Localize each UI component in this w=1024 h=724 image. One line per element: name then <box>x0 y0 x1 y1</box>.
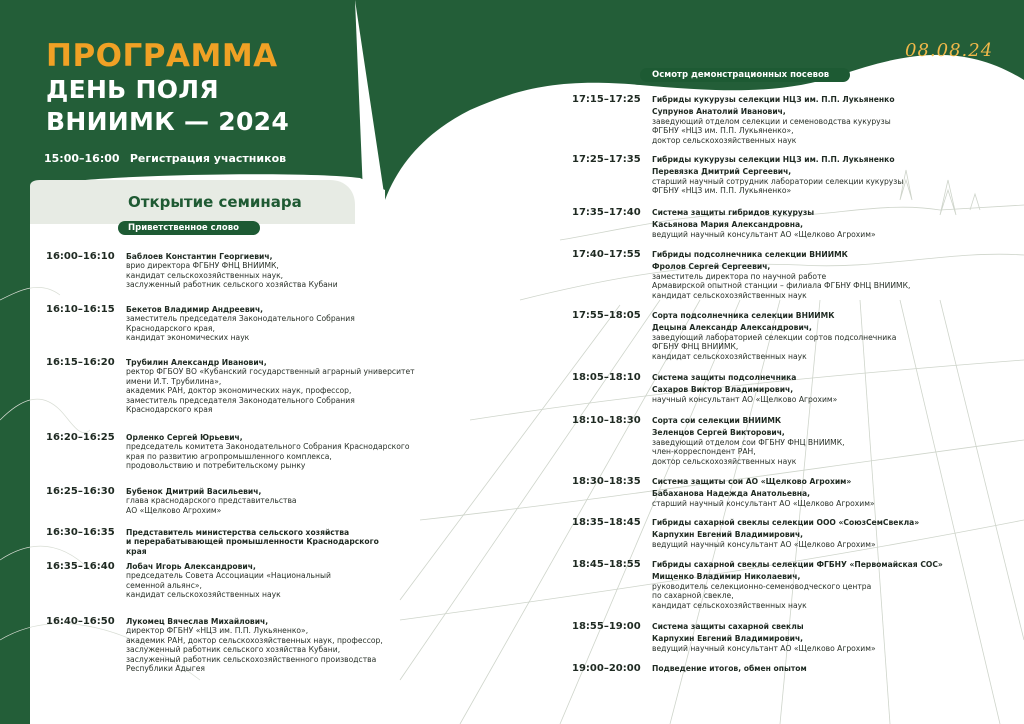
speaker-role: Краснодарского края <box>126 405 213 415</box>
speaker-role: заведующий отделом сои ФГБНУ ФНЦ ВНИИМК, <box>652 437 845 447</box>
entry-body <box>652 311 1012 361</box>
speaker-name: Децына Александр Александрович, <box>652 323 812 333</box>
speaker-role: заведующий отделом селекции и семеноводства кукурузы <box>652 116 891 126</box>
speaker-role: Краснодарского края, <box>126 323 215 333</box>
speaker-role: заместитель директора по научной работе <box>652 271 827 281</box>
speaker-role: член-корреспондент РАН, <box>652 447 756 457</box>
entry-time: 16:20–16:25 <box>46 432 115 443</box>
speaker-role: научный консультант АО «Щелково Агрохим» <box>652 394 838 404</box>
speaker-name: и перерабатывающей промышленности Краснодарского края <box>126 537 379 556</box>
page-subtitle-line2: ВНИИМК — 2024 <box>46 107 290 136</box>
speaker-role: руководитель селекционно-семеноводческого центра <box>652 581 872 591</box>
speaker-name: Бубенок Дмитрий Васильевич, <box>126 487 262 496</box>
entry-time: 16:40–16:50 <box>46 616 115 627</box>
entry-time: 17:35–17:40 <box>572 207 641 218</box>
entry-time: 16:25–16:30 <box>46 486 115 497</box>
entry-body <box>126 433 410 471</box>
speaker-role: ректор ФГБОУ ВО «Кубанский государственный аграрный университет <box>126 367 415 377</box>
demo-pill: Осмотр демонстрационных посевов <box>640 68 850 82</box>
speaker-role: старший научный сотрудник лаборатории селекции кукурузы <box>652 176 904 186</box>
speaker-name: Баблоев Константин Георгиевич, <box>126 252 273 261</box>
entry-body <box>652 477 1012 508</box>
speaker-name: Мищенко Владимир Николаевич, <box>652 572 801 582</box>
speaker-name: Лукомец Вячеслав Михайлович, <box>126 617 269 626</box>
speaker-role: ведущий научный консультант АО «Щелково Агрохим» <box>652 229 876 239</box>
speaker-role: доктор сельскохозяйственных наук <box>652 135 797 145</box>
entry-time: 17:25–17:35 <box>572 154 641 165</box>
schedule-entry <box>572 155 1012 196</box>
speaker-role: заместитель председателя Законодательного Собрания <box>126 314 355 324</box>
speaker-role: по сахарной свекле, <box>652 591 734 601</box>
schedule-entry <box>46 432 410 471</box>
speaker-role: старший научный консультант АО «Щелково Агрохим» <box>652 498 875 508</box>
schedule-entry <box>46 528 386 556</box>
schedule-entry <box>46 487 386 515</box>
speaker-role: Армавирской опытной станции – филиала ФГБНУ ФНЦ ВНИИМК, <box>652 281 911 291</box>
entry-body <box>652 95 1012 145</box>
registration-time: 15:00–16:00 <box>44 152 120 165</box>
speaker-role: глава краснодарского представительства <box>126 496 297 506</box>
speaker-role: кандидат сельскохозяйственных наук <box>652 600 807 610</box>
entry-topic: Сорта сои селекции ВНИИМК <box>652 416 782 425</box>
entry-time: 16:35–16:40 <box>46 561 115 572</box>
entry-time: 18:55–19:00 <box>572 621 641 632</box>
speaker-role: кандидат сельскохозяйственных наук <box>126 590 281 600</box>
entry-topic: Система защиты гибридов кукурузы <box>652 208 815 217</box>
speaker-name: Бабаханова Надежда Анатольевна, <box>652 489 811 499</box>
entry-time: 19:00–20:00 <box>572 663 641 674</box>
entry-body <box>126 252 386 290</box>
schedule-entry <box>572 311 1012 361</box>
speaker-role: АО «Щелково Агрохим» <box>126 505 222 515</box>
schedule-entry <box>572 208 1012 239</box>
entry-time: 18:10–18:30 <box>572 415 641 426</box>
entry-topic: Система защиты сои АО «Щелково Агрохим» <box>652 477 852 486</box>
speaker-role: продовольствию и потребительскому рынку <box>126 461 306 471</box>
entry-time: 16:00–16:10 <box>46 251 115 262</box>
entry-time: 17:55–18:05 <box>572 310 641 321</box>
speaker-role: кандидат сельскохозяйственных наук <box>652 290 807 300</box>
schedule-entry <box>46 252 386 290</box>
schedule-entry <box>572 416 1012 466</box>
schedule-entry <box>46 305 386 343</box>
title-block <box>46 38 289 138</box>
speaker-role: ФГБНУ «НЦЗ им. П.П. Лукьяненко» <box>652 186 792 196</box>
schedule-entry <box>46 562 386 600</box>
speaker-role: края по развитию агропромышленного комплекса, <box>126 451 332 461</box>
speaker-role: Республики Адыгея <box>126 664 205 674</box>
entry-body <box>652 250 1012 300</box>
entry-body <box>126 358 415 415</box>
entry-body <box>126 562 386 600</box>
speaker-role: академик РАН, доктор сельскохозяйственных наук, профессор, <box>126 635 383 645</box>
speaker-name: Зеленцов Сергей Викторович, <box>652 428 785 438</box>
entry-body <box>126 617 386 673</box>
schedule-entry <box>572 664 1012 673</box>
entry-body <box>126 528 386 556</box>
entry-topic: Сорта подсолнечника селекции ВНИИМК <box>652 311 835 320</box>
schedule-entry <box>572 373 1012 404</box>
entry-topic: Гибриды сахарной свеклы селекции ФГБНУ «Первомайская СОС» <box>652 560 943 569</box>
speaker-role: кандидат экономических наук <box>126 333 250 343</box>
speaker-name: Карпухин Евгений Владимирович, <box>652 634 804 644</box>
speaker-role: ФГБНУ «НЦЗ им. П.П. Лукьяненко», <box>652 126 794 136</box>
entry-topic: Система защиты сахарной свеклы <box>652 622 804 631</box>
entry-topic: Гибриды подсолнечника селекции ВНИИМК <box>652 250 848 259</box>
entry-time: 16:15–16:20 <box>46 357 115 368</box>
speaker-role: председатель комитета Законодательного Собрания Краснодарского <box>126 442 410 452</box>
speaker-role: ведущий научный консультант АО «Щелково Агрохим» <box>652 643 876 653</box>
schedule-entry <box>46 617 386 673</box>
entry-time: 16:30–16:35 <box>46 527 115 538</box>
speaker-name: Представитель министерства сельского хозяйства <box>126 528 350 537</box>
entry-body <box>652 518 1012 549</box>
speaker-role: заместитель председателя Законодательного Собрания <box>126 395 355 405</box>
entry-topic: Гибриды кукурузы селекции НЦЗ им. П.П. Лукьяненко <box>652 155 895 164</box>
entry-time: 18:45–18:55 <box>572 559 641 570</box>
speaker-role: семенной альянс», <box>126 580 202 590</box>
speaker-name: Орленко Сергей Юрьевич, <box>126 433 243 442</box>
speaker-name: Касьянова Мария Александровна, <box>652 220 803 230</box>
speaker-name: Сахаров Виктор Владимирович, <box>652 385 794 395</box>
speaker-role: заведующий лабораторией селекции сортов подсолнечника <box>652 332 897 342</box>
speaker-role: ведущий научный консультант АО «Щелково Агрохим» <box>652 539 876 549</box>
speaker-name: Трубилин Александр Иванович, <box>126 358 267 367</box>
entry-time: 18:30–18:35 <box>572 476 641 487</box>
page-subtitle-line1: ДЕНЬ ПОЛЯ <box>46 75 219 104</box>
entry-body <box>652 560 1012 610</box>
speaker-role: имени И.Т. Трубилина», <box>126 376 222 386</box>
schedule-entry <box>572 518 1012 549</box>
registration-label: Регистрация участников <box>129 152 287 165</box>
speaker-name: Перевязка Дмитрий Сергеевич, <box>652 167 792 177</box>
entry-body <box>652 155 1012 196</box>
speaker-name: Бекетов Владимир Андреевич, <box>126 305 264 314</box>
speaker-role: доктор сельскохозяйственных наук <box>652 456 797 466</box>
schedule-entry <box>46 357 415 415</box>
entry-time: 18:05–18:10 <box>572 372 641 383</box>
entry-time: 16:10–16:15 <box>46 304 115 315</box>
speaker-name: Супрунов Анатолий Иванович, <box>652 107 786 117</box>
speaker-name: Лобач Игорь Александрович, <box>126 562 256 571</box>
speaker-role: заслуженный работник сельского хозяйства Кубани <box>126 280 338 290</box>
event-date: 08.08.24 <box>905 40 994 61</box>
entry-body <box>652 622 1012 653</box>
entry-body <box>126 487 386 515</box>
entry-body <box>126 305 386 343</box>
speaker-role: академик РАН, доктор экономических наук, профессор, <box>126 386 352 396</box>
registration-row <box>44 152 286 165</box>
speaker-role: кандидат сельскохозяйственных наук <box>652 351 807 361</box>
schedule-entry <box>572 622 1012 653</box>
schedule-entry <box>572 95 1012 145</box>
entry-time: 17:15–17:25 <box>572 94 641 105</box>
entry-body <box>652 664 1012 673</box>
entry-topic: Гибриды кукурузы селекции НЦЗ им. П.П. Лукьяненко <box>652 95 895 104</box>
entry-topic: Система защиты подсолнечника <box>652 373 797 382</box>
opening-title: Открытие семинара <box>128 193 302 211</box>
speaker-role: директор ФГБНУ «НЦЗ им. П.П. Лукьяненко», <box>126 626 309 636</box>
entry-topic: Гибриды сахарной свеклы селекции ООО «СоюзСемСвекла» <box>652 518 920 527</box>
schedule-entry <box>572 477 1012 508</box>
speaker-role: ФГБНУ ФНЦ ВНИИМК, <box>652 342 739 352</box>
speaker-name: Карпухин Евгений Владимирович, <box>652 530 804 540</box>
speaker-name: Фролов Сергей Сергеевич, <box>652 262 771 272</box>
entry-topic: Подведение итогов, обмен опытом <box>652 664 807 673</box>
welcome-pill: Приветственное слово <box>118 221 260 235</box>
entry-time: 18:35–18:45 <box>572 517 641 528</box>
speaker-role: председатель Совета Ассоциации «Национальный <box>126 571 331 581</box>
schedule-entry <box>572 250 1012 300</box>
entry-body <box>652 208 1012 239</box>
page-title: ПРОГРАММА <box>46 38 278 74</box>
speaker-role: врио директора ФГБНУ ФНЦ ВНИИМК, <box>126 261 279 271</box>
speaker-role: кандидат сельскохозяйственных наук, <box>126 270 284 280</box>
entry-body <box>652 416 1012 466</box>
entry-time: 17:40–17:55 <box>572 249 641 260</box>
speaker-role: заслуженный работник сельского хозяйства Кубани, <box>126 645 341 655</box>
schedule-entry <box>572 560 1012 610</box>
entry-body <box>652 373 1012 404</box>
speaker-role: заслуженный работник сельскохозяйственного производства <box>126 654 377 664</box>
